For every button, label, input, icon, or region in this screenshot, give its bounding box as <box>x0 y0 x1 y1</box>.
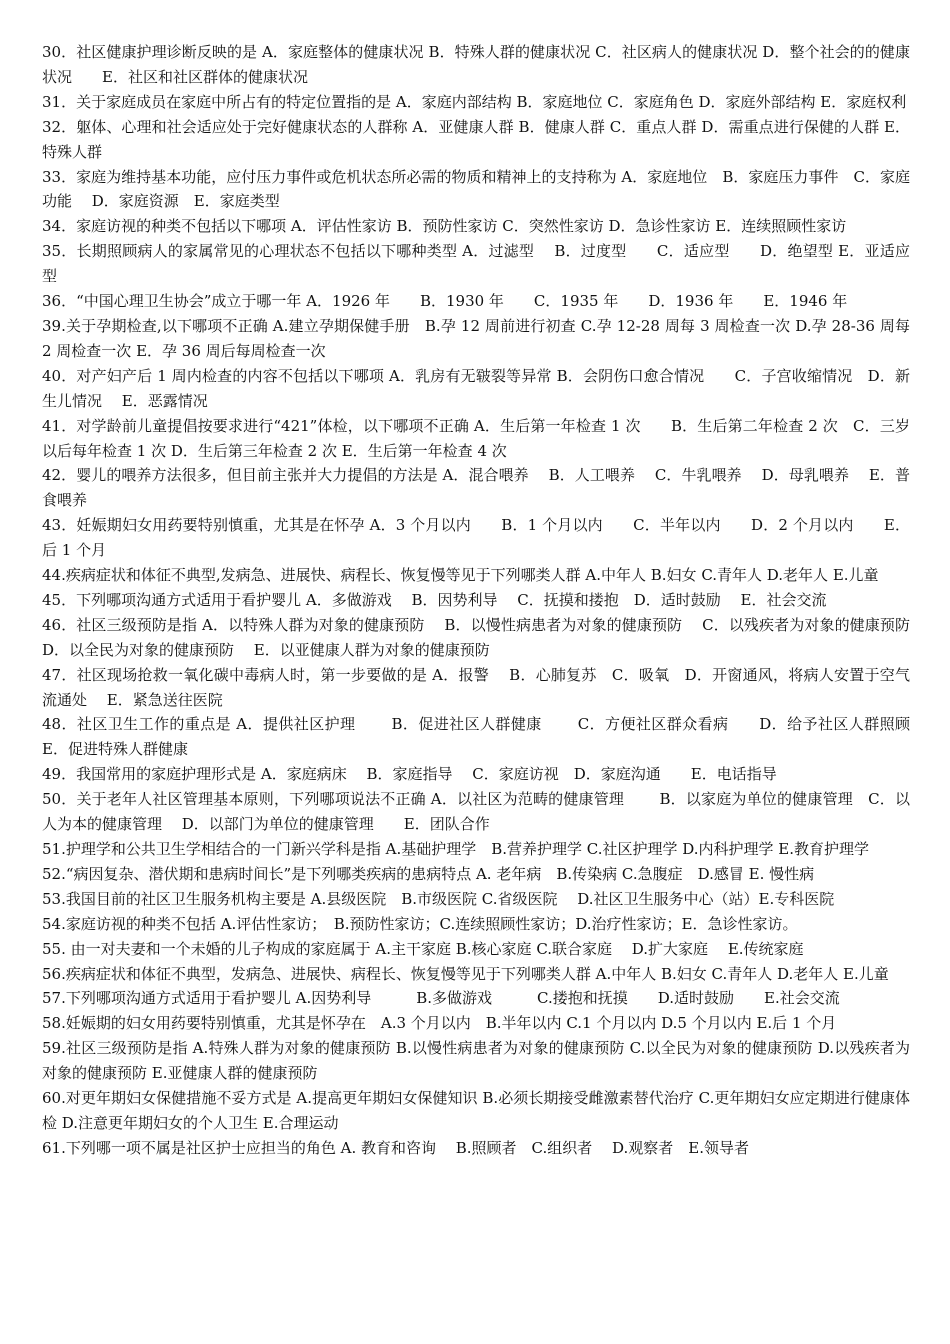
question-55: 55. 由一对夫妻和一个未婚的儿子构成的家庭属于 A.主干家庭 B.核心家庭 C.联合家庭 D.扩大家庭 E.传统家庭 <box>42 939 804 958</box>
question-34: 34．家庭访视的种类不包括以下哪项 A．评估性家访 B．预防性家访 C．突然性家访 D．急诊性家访 E．连续照顾性家访 <box>42 217 847 236</box>
question-59: 59.社区三级预防是指 A.特殊人群为对象的健康预防 B.以慢性病患者为对象的健康预防 C.以全民为对象的健康预防 D.以残疾者为对象的健康预防 E.亚健康人群的健康预防 <box>42 1039 910 1083</box>
question-32: 32．躯体、心理和社会适应处于完好健康状态的人群称 A．亚健康人群 B．健康人群 C．重点人群 D．需重点进行保健的人群 E．特殊人群 <box>42 117 910 161</box>
question-58: 58.妊娠期的妇女用药要特别慎重，尤其是怀孕在 A.3 个月以内 B.半年以内 C.1 个月以内 D.5 个月以内 E.后 1 个月 <box>42 1014 837 1033</box>
question-42: 42．婴儿的喂养方法很多，但目前主张并大力提倡的方法是 A．混合喂养 B．人工喂养 C．牛乳喂养 D．母乳喂养 E．普食喂养 <box>42 466 910 510</box>
question-31: 31．关于家庭成员在家庭中所占有的特定位置指的是 A．家庭内部结构 B．家庭地位 C．家庭角色 D．家庭外部结构 E．家庭权利 <box>42 92 907 111</box>
question-48: 48．社区卫生工作的重点是 A．提供社区护理 B．促进社区人群健康 C．方便社区群众看病 D．给予社区人群照顾 E．促进特殊人群健康 <box>42 715 930 759</box>
question-36: 36．“中国心理卫生协会”成立于哪一年 A．1926 年 B．1930 年 C．1935 年 D．1936 年 E．1946 年 <box>42 292 848 311</box>
question-52: 52.“病因复杂、潜伏期和患病时间长”是下列哪类疾病的患病特点 A. 老年病 B.传染病 C.急腹症 D.感冒 E. 慢性病 <box>42 864 815 883</box>
question-45: 45．下列哪项沟通方式适用于看护婴儿 A．多做游戏 B．因势利导 C．抚摸和搂抱 D．适时鼓励 E．社会交流 <box>42 590 827 609</box>
question-46: 46．社区三级预防是指 A．以特殊人群为对象的健康预防 B．以慢性病患者为对象的健康预防 C．以残疾者为对象的健康预防 D．以全民为对象的健康预防 E．以亚健康人群为对象的健康预防 <box>42 615 926 659</box>
question-60: 60.对更年期妇女保健措施不妥方式是 A.提高更年期妇女保健知识 B.必须长期接受雌激素替代治疗 C.更年期妇女应定期进行健康体检 D.注意更年期妇女的个人卫生 E.合理运动 <box>42 1089 910 1132</box>
question-40: 40．对产妇产后 1 周内检查的内容不包括以下哪项 A．乳房有无皲裂等异常 B．会阴伤口愈合情况 C．子宫收缩情况 D．新生儿情况 E．恶露情况 <box>42 366 910 410</box>
question-54: 54.家庭访视的种类不包括 A.评估性家访； B.预防性家访；C.连续照顾性家访；D.治疗性家访；E．急诊性家访。 <box>42 914 798 933</box>
question-47: 47．社区现场抢救一氧化碳中毒病人时，第一步要做的是 A．报警 B．心肺复苏 C．吸氧 D．开窗通风，将病人安置于空气流通处 E．紧急送往医院 <box>42 665 910 709</box>
question-30: 30．社区健康护理诊断反映的是 A．家庭整体的健康状况 B．特殊人群的健康状况 C．社区病人的健康状况 D．整个社会的的健康状况 E．社区和社区群体的健康状况 <box>42 43 910 86</box>
question-56: 56.疾病症状和体征不典型，发病急、进展快、病程长、恢复慢等见于下列哪类人群 A.中年人 B.妇女 C.青年人 D.老年人 E.儿童 <box>42 964 889 983</box>
document-page <box>42 40 930 1161</box>
question-43: 43．妊娠期妇女用药要特别慎重，尤其是在怀孕 A．3 个月以内 B．1 个月以内 C．半年以内 D．2 个月以内 E．后 1 个月 <box>42 516 910 560</box>
question-39: 39.关于孕期检查,以下哪项不正确 A.建立孕期保健手册 B.孕 12 周前进行初查 C.孕 12-28 周每 3 周检查一次 D.孕 28-36 周每 2 周检查一次 E．孕 36 周后每周检查一次 <box>42 316 915 360</box>
question-57: 57.下列哪项沟通方式适用于看护婴儿 A.因势利导 B.多做游戏 C.搂抱和抚摸 D.适时鼓励 E.社会交流 <box>42 989 840 1008</box>
question-49: 49．我国常用的家庭护理形式是 A．家庭病床 B．家庭指导 C．家庭访视 D．家庭沟通 E．电话指导 <box>42 765 777 784</box>
question-61: 61.下列哪一项不属是社区护士应担当的角色 A. 教育和咨询 B.照顾者 C.组织者 D.观察者 E.领导者 <box>42 1138 750 1157</box>
question-33: 33．家庭为维持基本功能，应付压力事件或危机状态所必需的物质和精神上的支持称为 A．家庭地位 B．家庭压力事件 C．家庭功能 D．家庭资源 E．家庭类型 <box>42 167 910 211</box>
question-50: 50．关于老年人社区管理基本原则，下列哪项说法不正确 A．以社区为范畴的健康管理 B．以家庭为单位的健康管理 C．以人为本的健康管理 D．以部门为单位的健康管理 E．团队合作 <box>42 790 910 834</box>
question-44: 44.疾病症状和体征不典型,发病急、进展快、病程长、恢复慢等见于下列哪类人群 A.中年人 B.妇女 C.青年人 D.老年人 E.儿童 <box>42 566 879 585</box>
question-51: 51.护理学和公共卫生学相结合的一门新兴学科是指 A.基础护理学 B.营养护理学 C.社区护理学 D.内科护理学 E.教育护理学 <box>42 840 870 858</box>
question-53: 53.我国目前的社区卫生服务机构主要是 A.县级医院 B.市级医院 C.省级医院 D.社区卫生服务中心（站）E.专科医院 <box>42 889 835 908</box>
question-41: 41．对学龄前儿童提倡按要求进行“421”体检，以下哪项不正确 A．生后第一年检查 1 次 B．生后第二年检查 2 次 C．三岁以后每年检查 1 次 D．生后第三年检查 2 次 E．生后第一年检查 4 次 <box>42 416 910 460</box>
question-35: 35．长期照顾病人的家属常见的心理状态不包括以下哪种类型 A．过滤型 B．过度型 C．适应型 D．绝望型 E．亚适应型 <box>42 242 910 286</box>
